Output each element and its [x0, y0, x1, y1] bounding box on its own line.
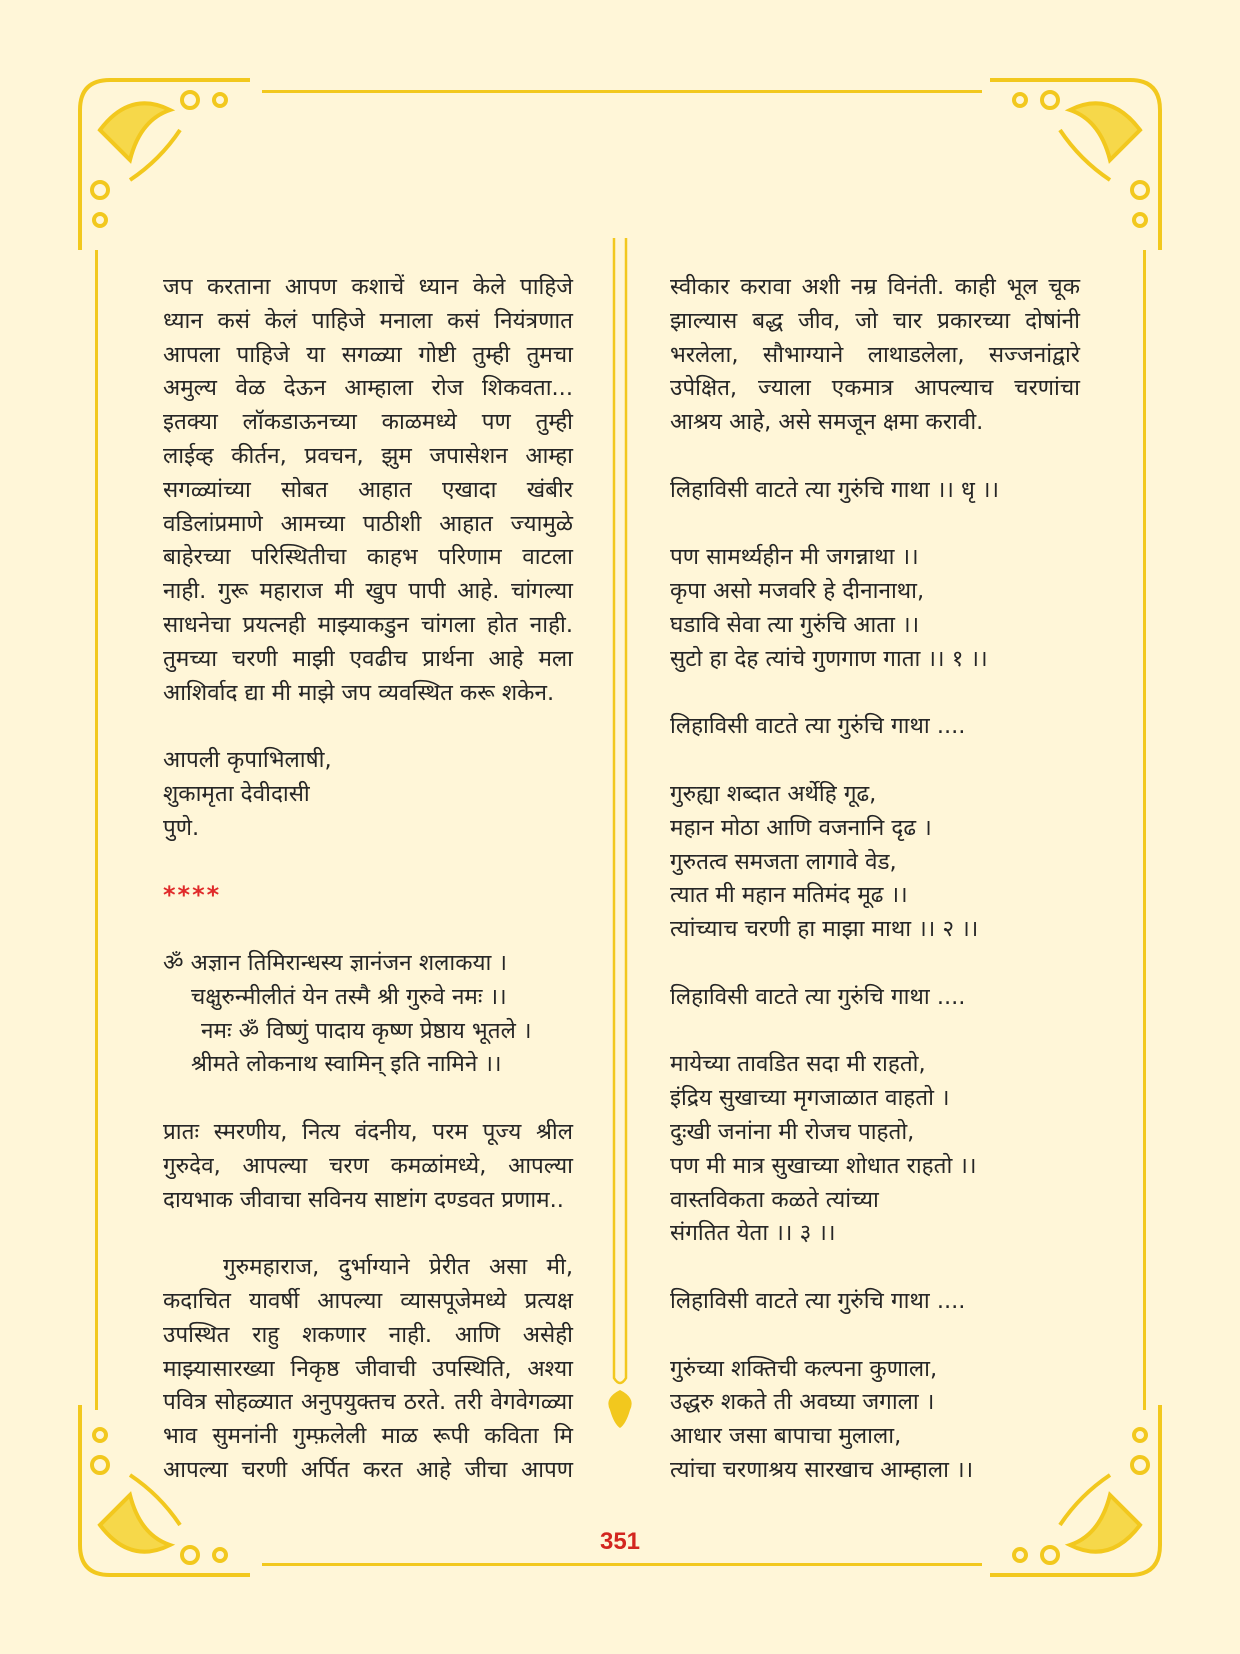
poem-line: मायेच्या तावडित सदा मी राहतो,	[670, 1051, 926, 1078]
text-line: प्रातः स्मरणीय, नित्य वंदनीय, परम पूज्य श्रील	[163, 1118, 573, 1145]
text-line: गुरुदेव, आपल्या चरण कमळांमध्ये, आपल्या	[163, 1152, 573, 1179]
left-paragraph-2	[163, 1116, 573, 1217]
text-line: लाईव्ह कीर्तन, प्रवचन, झुम जपासेशन आम्हा	[163, 442, 573, 469]
poem-line: त्यात मी महान मतिमंद मूढ ।।	[670, 882, 908, 909]
text-line: आपल्या चरणी अर्पित करत आहे जीचा आपण	[163, 1456, 573, 1483]
text-line: नाही. गुरू महाराज मी खुप पापी आहे. चांगल्या	[163, 578, 573, 605]
poem-line: वास्तविकता कळते त्यांच्या	[670, 1186, 879, 1213]
text-line: तुमच्या चरणी माझी एवढीच प्रार्थना आहे मला	[163, 645, 573, 672]
poem-stanza-3	[670, 1048, 1080, 1251]
text-line: पुणे.	[163, 814, 200, 841]
poem-line: गुरुह्या शब्दात अर्थेहि गूढ,	[670, 780, 877, 807]
text-line: शुकामृता देवीदासी	[163, 780, 310, 807]
left-paragraph-3	[163, 1251, 573, 1488]
poem-line: पण सामर्थ्यहीन मी जगन्नाथा ।।	[670, 544, 919, 571]
right-paragraph-1	[670, 271, 1080, 440]
mantra-line: नमः ॐ विष्णुं पादाय कृष्ण प्रेष्ठाय भूतले ।	[201, 1017, 532, 1044]
text-line: कदाचित यावर्षी आपल्या व्यासपूजेमध्ये प्रत्यक्ष	[163, 1287, 573, 1314]
left-paragraph-1	[163, 271, 573, 710]
right-column	[670, 271, 1080, 1488]
poem-line: कृपा असो मजवरि हे दीनानाथा,	[670, 578, 925, 605]
text-line: झाल्यास बद्ध जीव, जो चार प्रकारच्या दोषांनी	[670, 307, 1080, 334]
page-number: 351	[599, 1528, 641, 1555]
poem-line: त्यांचा चरणाश्रय सारखाच आम्हाला ।।	[670, 1456, 974, 1483]
text-line: बाहेरच्या परिस्थितीचा काहभ परिणाम वाटला	[163, 544, 573, 571]
text-line: आपला पाहिजे या सगळ्या गोष्टी तुम्ही तुमचा	[163, 341, 573, 368]
bottom-border-line	[262, 1563, 982, 1566]
poem-stanza-4	[670, 1353, 1080, 1488]
poem-line: दुःखी जनांना मी रोजच पाहतो,	[670, 1118, 915, 1145]
right-border-line	[1143, 250, 1146, 1410]
poem-refrain: लिहाविसी वाटते त्या गुरुंचि गाथा ।। धृ ।।	[670, 476, 1000, 503]
poem-line: पण मी मात्र सुखाच्या शोधात राहतो ।।	[670, 1152, 977, 1179]
column-divider-icon	[600, 238, 640, 1428]
text-line: उपस्थित राहु शकणार नाही. आणि असेही	[163, 1321, 573, 1348]
text-line: स्वीकार करावा अशी नम्र विनंती. काही भूल चूक	[670, 274, 1080, 300]
text-line: उपेक्षित, ज्याला एकमात्र आपल्याच चरणांचा	[670, 375, 1080, 402]
text-line: गुरुमहाराज, दुर्भाग्याने प्रेरीत असा मी,	[223, 1254, 573, 1281]
text-line: भरलेला, सौभाग्याने लाथाडलेला, सज्जनांद्वारे	[670, 341, 1080, 368]
text-line: साधनेचा प्रयत्नही माझ्याकडुन चांगला होत नाही.	[163, 611, 573, 638]
mantra-line: श्रीमते लोकनाथ स्वामिन् इति नामिने ।।	[191, 1051, 502, 1078]
mantra-line: चक्षुरुन्मीलीतं येन तस्मै श्री गुरुवे नमः ।।	[191, 983, 507, 1010]
poem-line: इंद्रिय सुखाच्या मृगजाळात वाहतो ।	[670, 1085, 950, 1112]
poem-line: आधार जसा बापाचा मुलाला,	[670, 1423, 902, 1450]
poem-line: गुरुंच्या शक्तिची कल्पना कुणाला,	[670, 1355, 938, 1382]
left-border-line	[95, 250, 98, 1410]
top-border-line	[262, 90, 982, 93]
poem-line: सुटो हा देह त्यांचे गुणगाण गाता ।। १ ।।	[670, 645, 988, 672]
text-line: माझ्यासारख्या निकृष्ठ जीवाची उपस्थिति, अश्या	[163, 1355, 573, 1382]
top-left-ornament-icon	[70, 70, 260, 260]
text-line: ध्यान कसं केलं पाहिजे मनाला कसं नियंत्रणात	[163, 307, 573, 334]
text-line: वडिलांप्रमाणे आमच्या पाठीशी आहात ज्यामुळे	[163, 510, 573, 537]
text-line: आशिर्वाद द्या मी माझे जप व्यवस्थित करू शकेन.	[163, 679, 555, 706]
text-line: दायभाक जीवाचा सविनय साष्टांग दण्डवत प्रणाम..	[163, 1186, 564, 1213]
signature-block	[163, 744, 573, 845]
text-line: जप करताना आपण कशाचें ध्यान केले पाहिजे	[163, 274, 573, 300]
text-line: अमुल्य वेळ देऊन आम्हाला रोज शिकवता...	[163, 375, 573, 402]
section-separator-stars: ****	[163, 881, 222, 910]
poem-line: महान मोठा आणि वजनानि दृढ ।	[670, 814, 932, 841]
guru-pranam-mantra	[163, 947, 573, 1082]
text-line: पवित्र सोहळ्यात अनुपयुक्तच ठरते. तरी वेगवेगळ्या	[163, 1389, 573, 1416]
text-line: आश्रय आहे, असे समजून क्षमा करावी.	[670, 409, 984, 436]
poem-refrain: लिहाविसी वाटते त्या गुरुंचि गाथा ....	[670, 713, 966, 740]
poem-stanza-1	[670, 541, 1080, 676]
text-line: इतक्या लॉकडाऊनच्या काळमध्ये पण तुम्ही	[163, 409, 573, 436]
poem-line: उद्धरु शकते ती अवघ्या जगाला ।	[670, 1389, 935, 1416]
poem-stanza-2	[670, 778, 1080, 947]
poem-refrain: लिहाविसी वाटते त्या गुरुंचि गाथा ....	[670, 983, 966, 1010]
poem-line: संगतित येता ।। ३ ।।	[670, 1220, 836, 1247]
poem-refrain: लिहाविसी वाटते त्या गुरुंचि गाथा ....	[670, 1287, 966, 1314]
mantra-line: ॐ अज्ञान तिमिरान्धस्य ज्ञानंजन शलाकया ।	[163, 949, 508, 976]
poem-line: त्यांच्याच चरणी हा माझा माथा ।। २ ।।	[670, 916, 979, 943]
poem-line: गुरुतत्व समजता लागावे वेड,	[670, 848, 897, 875]
left-column	[163, 271, 573, 1488]
text-line: भाव सुमनांनी गुम्फ़लेली माळ रूपी कविता मि	[163, 1423, 573, 1450]
text-line: सगळ्यांच्या सोबत आहात एखादा खंबीर	[163, 476, 573, 503]
poem-line: घडावि सेवा त्या गुरुंचि आता ।।	[670, 611, 920, 638]
text-line: आपली कृपाभिलाषी,	[163, 747, 332, 774]
top-right-ornament-icon	[980, 70, 1170, 260]
